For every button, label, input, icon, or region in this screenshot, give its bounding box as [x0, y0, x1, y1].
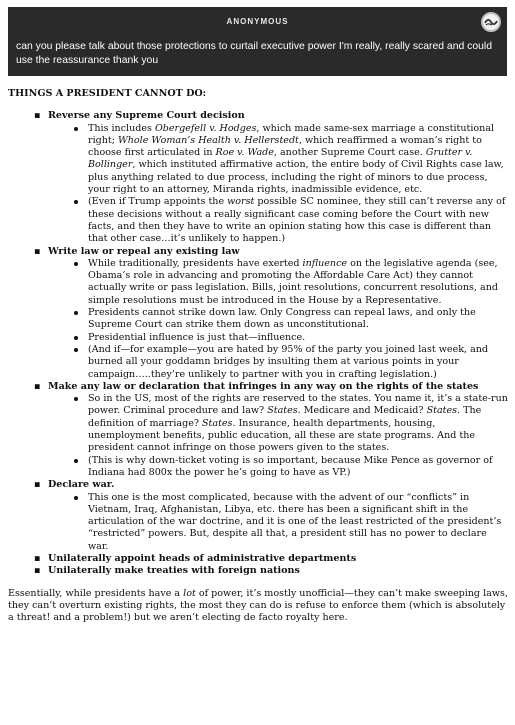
sub-item: (Even if Trump appoints the worst possible SC nominee, they still can’t reverse any of these decisions without a really significant case coming before the Court with new facts, and then they have to write an opinion stating how this case is different than that other case…it’s unlikely to happen.)	[48, 196, 510, 245]
sub-item: This one is the most complicated, because with the advent of our “conflicts” in Vietnam, Iraq, Afghanistan, Libya, etc. there has been a significant shift in the articulation of the war doctrine, and it is one of the least restricted of the president’s “restricted” powers. But, despite all that, a president still has no power to declare war.	[48, 492, 510, 553]
round-bullet-icon	[74, 348, 78, 352]
round-bullet-icon	[74, 262, 78, 266]
sub-item: (And if—for example—you are hated by 95% of the party you joined last week, and burned all your goddamn bridges by insulting them at various points in your campaign…..they’re unlikely to partner with you in crafting legislation.)	[48, 344, 510, 381]
asker-name[interactable]: ANONYMOUS	[226, 17, 289, 26]
closing-paragraph: Essentially, while presidents have a lot of power, it’s mostly unofficial—they can’t make sweeping laws, they can’t overturn existing rights, the most they can do is refuse to enforce them (which is absolutely a threat! and a problem!) but we aren’t electing de facto royalty here.	[8, 587, 508, 624]
square-bullet-icon: ▪	[34, 552, 41, 564]
ask-box	[8, 7, 507, 76]
section-item	[8, 479, 510, 553]
section-title: Declare war.	[48, 479, 115, 491]
section-title: Write law or repeal any existing law	[48, 245, 240, 257]
section-title: Unilaterally appoint heads of administrative departments	[48, 552, 357, 564]
sub-item: (This is why down-ticket voting is so important, because Mike Pence as governor of Indiana had 800x the power he’s going to have as VP.)	[48, 455, 510, 480]
section-item	[8, 553, 510, 565]
sub-item: While traditionally, presidents have exerted influence on the legislative agenda (see, Obama’s role in advancing and promoting the Affordable Care Act) they cannot actually write or pass legislation. Bills, joint resolutions, concurrent resolutions, and simple resolutions must be introduced in the House by a Representative.	[48, 258, 510, 307]
anonymous-avatar-icon	[481, 12, 501, 32]
round-bullet-icon	[74, 397, 78, 401]
answer-body	[8, 88, 510, 624]
round-bullet-icon	[74, 496, 78, 500]
section-item	[8, 110, 510, 245]
square-bullet-icon: ▪	[34, 380, 41, 392]
section-title: Make any law or declaration that infringes in any way on the rights of the states	[48, 380, 479, 392]
sub-item: So in the US, most of the rights are reserved to the states. You name it, it’s a state-run power. Criminal procedure and law? States. Medicare and Medicaid? States. The definition of marriage? States. Insurance, health departments, housing, unemployment benefits, public education, all these are state programs. And the president cannot infringe on those powers given to the states.	[48, 393, 510, 454]
sub-list	[48, 123, 510, 246]
section-title: Unilaterally make treaties with foreign nations	[48, 565, 300, 577]
square-bullet-icon: ▪	[34, 565, 41, 577]
sub-item: Presidential influence is just that—influence.	[48, 332, 510, 344]
round-bullet-icon	[74, 127, 78, 131]
round-bullet-icon	[74, 200, 78, 204]
round-bullet-icon	[74, 311, 78, 315]
round-bullet-icon	[74, 459, 78, 463]
sub-item: Presidents cannot strike down law. Only Congress can repeal laws, and only the Supreme Court can strike them down as unconstitutional.	[48, 307, 510, 332]
square-bullet-icon: ▪	[34, 479, 41, 491]
section-title: Reverse any Supreme Court decision	[48, 110, 245, 122]
section-item	[8, 565, 510, 577]
sub-item: This includes Obergefell v. Hodges, which made same-sex marriage a constitutional right; Whole Woman’s Health v. Hellerstedt, which reaffirmed a woman’s right to choose first articulated in Roe v. Wade, another Supreme Court case. Grutter v. Bollinger, which instituted affirmative action, the entire body of Civil Rights case law, plus anything related to due process, including the right of minors to due process, your right to an attorney, Miranda rights, inadmissible evidence, etc.	[48, 123, 510, 197]
square-bullet-icon: ▪	[34, 245, 41, 257]
section-item	[8, 246, 510, 381]
square-bullet-icon: ▪	[34, 110, 41, 122]
answer-heading: THINGS A PRESIDENT CANNOT DO:	[8, 88, 207, 99]
sub-list	[48, 393, 510, 479]
round-bullet-icon	[74, 336, 78, 340]
sub-list	[48, 258, 510, 381]
section-item	[8, 381, 510, 479]
sub-list	[48, 492, 510, 553]
section-list	[8, 110, 510, 577]
ask-question: can you please talk about those protections to curtail executive power I'm really, really scared and could use the reassurance thank you	[16, 41, 492, 66]
